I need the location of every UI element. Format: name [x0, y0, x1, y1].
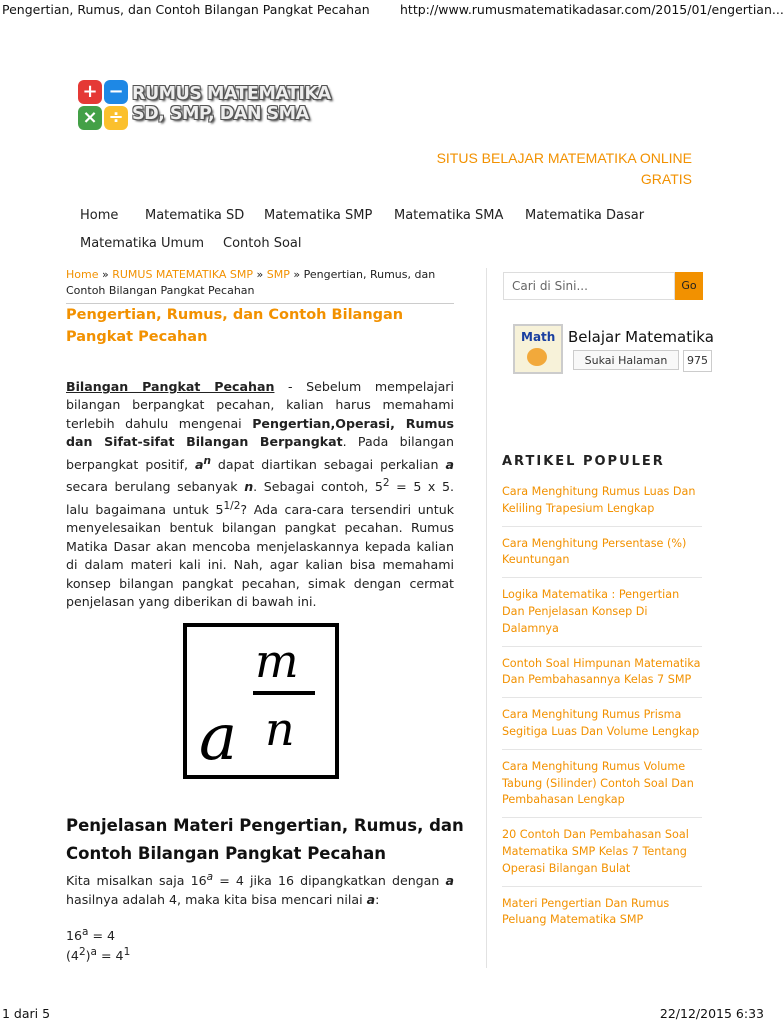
section-heading: Penjelasan Materi Pengertian, Rumus, dan Contoh Bilangan Pangkat Pecahan — [66, 816, 464, 863]
cartoon-icon — [527, 348, 547, 366]
facebook-page-widget — [505, 318, 714, 382]
search-input[interactable]: Cari di Sini... — [503, 272, 675, 300]
popular-article-link[interactable]: Cara Menghitung Persentase (%) Keuntungan — [502, 527, 702, 579]
formula-svg — [187, 627, 335, 775]
logo-text-line2: SD, SMP, DAN SMA — [132, 104, 309, 124]
logo-text-line1: RUMUS MATEMATIKA — [132, 84, 331, 104]
nav-matematika-sma[interactable]: Matematika SMA — [394, 208, 504, 223]
formula-fraction-bar — [253, 691, 315, 695]
math-operators-icon — [78, 80, 128, 130]
print-url: http://www.rumusmatematikadasar.com/2015/01/engertian... — [400, 2, 784, 17]
popular-article-link[interactable]: Cara Menghitung Rumus Luas Dan Keliling Trapesium Lengkap — [502, 484, 702, 527]
intro-paragraph: Bilangan Pangkat Pecahan - Sebelum mempelajari bilangan berpangkat pecahan, kalian harus memahami terlebih dahulu mengenai Pengertian,Operasi, Rumus dan Sifat-sifat Bilangan Berpangkat. Pada bilangan berpangkat positif, $a^n$ dapat diartikan sebagai perkalian a secara berulang sebanyak n. Sebagai contoh, $5^2 = 5$ x 5. lalu bagaimana untuk $5^{1/2}$? Ada cara-cara tersendiri untuk menyelesaikan bentuk bilangan pangkat pecahan. Rumus Matika Dasar akan mencoba menjelaskannya kepada kalian di dalam materi kali ini. Nah, agar kalian bisa memahami konsep bilangan pangkat pecahan, simak dengan cermat penjelasan yang diberikan di bawah ini. — [66, 379, 454, 610]
explanation-paragraph: Kita misalkan saja $16^a = 4$ jika 16 dipangkatkan dengan a hasilnya adalah 4, maka kita bisa mencari nilai a: — [66, 871, 454, 907]
popular-article-link[interactable]: Contoh Soal Himpunan Matematika Dan Pembahasannya Kelas 7 SMP — [502, 647, 702, 699]
print-footer — [0, 1006, 768, 1024]
equation-2: $(4^2)^a = 4^1$ — [66, 946, 131, 964]
breadcrumb-current: Pengertian, Rumus, dan Contoh Bilangan Pangkat Pecahan — [66, 268, 436, 297]
sidebar-divider — [486, 268, 487, 968]
page-counter: 1 dari 5 — [2, 1006, 51, 1021]
nav-matematika-sd[interactable]: Matematika SD — [145, 208, 245, 223]
popular-articles-list — [502, 484, 702, 937]
breadcrumb — [66, 267, 454, 299]
breadcrumb-smp[interactable]: SMP — [266, 268, 290, 281]
formula-denominator: n — [265, 702, 295, 756]
page-thumbnail[interactable] — [513, 324, 563, 374]
post-title[interactable]: Pengertian, Rumus, dan Contoh Bilangan Pangkat Pecahan — [66, 307, 404, 345]
popular-article-link[interactable]: 20 Contoh Dan Pembahasan Soal Matematika SMP Kelas 7 Tentang Operasi Bilangan Bulat — [502, 818, 702, 886]
divide-icon: ÷ — [104, 106, 128, 130]
search-form — [503, 272, 701, 300]
equation-1: $16^a = 4$ — [66, 926, 116, 944]
nav-home[interactable]: Home — [80, 208, 119, 223]
site-logo[interactable] — [78, 80, 338, 130]
fb-page-name[interactable]: Belajar Matematika — [568, 328, 714, 346]
breadcrumb-home[interactable]: Home — [66, 268, 99, 281]
thumbnail-label: Math — [521, 330, 556, 344]
lead-link[interactable]: Bilangan Pangkat Pecahan — [66, 379, 275, 394]
nav-matematika-umum[interactable]: Matematika Umum — [80, 236, 205, 251]
print-header — [0, 2, 784, 20]
popular-article-link[interactable]: Logika Matematika : Pengertian Dan Penjelasan Konsep Di Dalamnya — [502, 578, 702, 646]
minus-icon: − — [104, 80, 128, 104]
times-icon: × — [78, 106, 102, 130]
print-title: Pengertian, Rumus, dan Contoh Bilangan Pangkat Pecahan — [2, 2, 370, 17]
search-go-button[interactable]: Go — [675, 272, 703, 300]
breadcrumb-sep: » — [293, 268, 301, 281]
breadcrumb-sep: » — [256, 268, 264, 281]
print-datetime: 22/12/2015 6:33 — [659, 1006, 764, 1021]
formula-base: a — [199, 701, 238, 775]
breadcrumb-sep: » — [101, 268, 109, 281]
formula-numerator: m — [255, 634, 299, 688]
like-page-button[interactable]: Sukai Halaman — [573, 350, 679, 370]
logo-text — [132, 84, 342, 124]
nav-matematika-smp[interactable]: Matematika SMP — [264, 208, 373, 223]
related-link[interactable]: Pengertian,Operasi, Rumus dan Sifat-sifat Bilangan Berpangkat — [66, 415, 454, 450]
popular-article-link[interactable]: Cara Menghitung Rumus Prisma Segitiga Luas Dan Volume Lengkap — [502, 698, 702, 750]
fraction-exponent-figure — [183, 623, 339, 779]
plus-icon: + — [78, 80, 102, 104]
popular-article-link[interactable]: Materi Pengertian Dan Rumus Peluang Matematika SMP — [502, 896, 670, 927]
like-count: 975 — [683, 350, 712, 372]
popular-article-link[interactable]: Cara Menghitung Rumus Volume Tabung (Silinder) Contoh Soal Dan Pembahasan Lengkap — [502, 750, 702, 818]
nav-matematika-dasar[interactable]: Matematika Dasar — [525, 208, 645, 223]
nav-contoh-soal[interactable]: Contoh Soal — [223, 236, 302, 251]
popular-articles-heading: ARTIKEL POPULER — [502, 454, 665, 469]
breadcrumb-rumus-matematika-smp[interactable]: RUMUS MATEMATIKA SMP — [112, 268, 254, 281]
site-tagline: SITUS BELAJAR MATEMATIKA ONLINE GRATIS — [436, 150, 692, 187]
